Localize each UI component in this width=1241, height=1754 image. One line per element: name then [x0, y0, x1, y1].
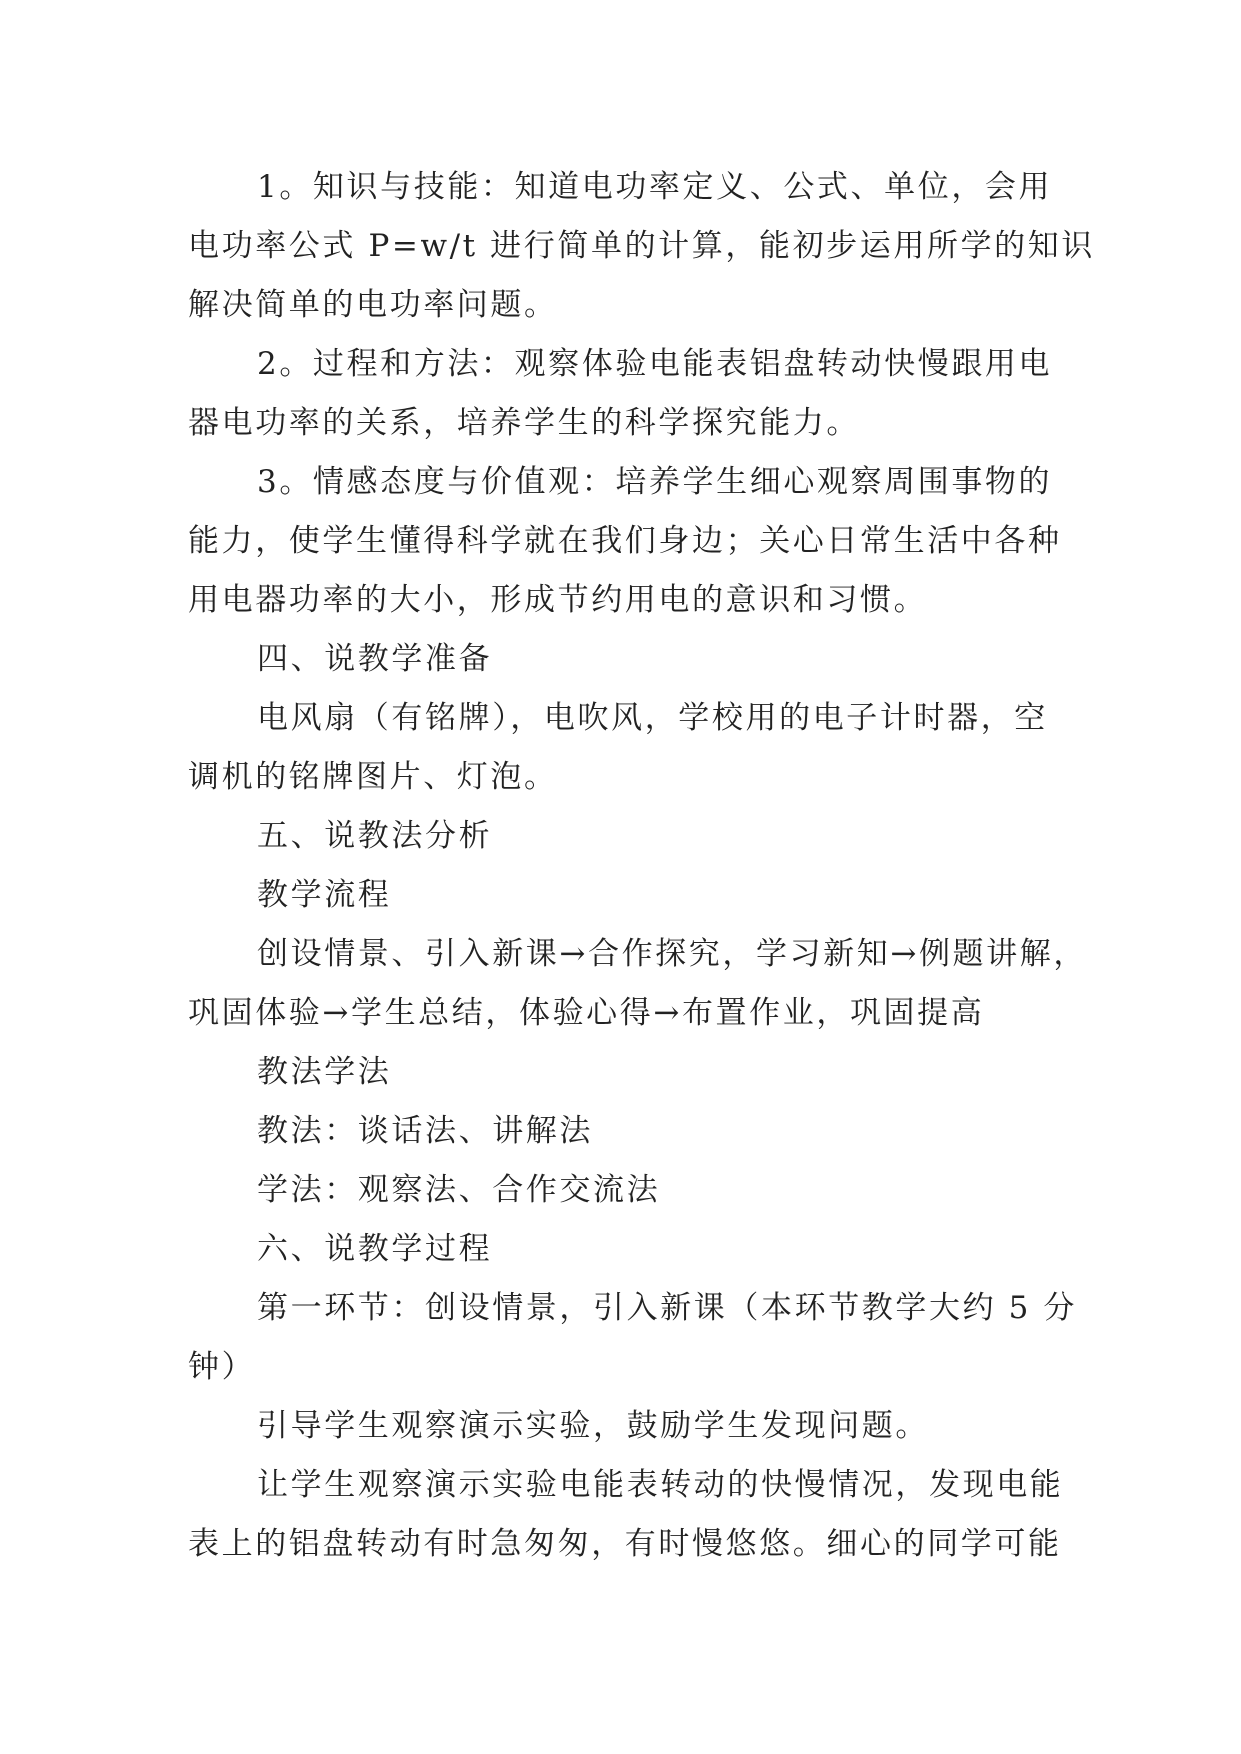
- subheading-teaching-flow: [188, 866, 1058, 925]
- text-line: 教法：谈话法、讲解法: [257, 1113, 593, 1149]
- paragraph-learning-methods: [188, 1161, 1058, 1220]
- paragraph-guide-students: [188, 1397, 1058, 1456]
- paragraph-teaching-flow: [188, 925, 1087, 1043]
- text-line: 巩固体验→学生总结，体验心得→布置作业，巩固提高: [188, 995, 985, 1031]
- paragraph-materials: [188, 689, 1058, 807]
- text-line: 钟）: [188, 1349, 256, 1385]
- text-line: 调机的铭牌图片、灯泡。: [188, 759, 558, 795]
- subheading-teaching-learning-methods: [188, 1043, 1058, 1102]
- paragraph-emotion-values: [188, 453, 1062, 630]
- text-line: 第一环节：创设情景，引入新课（本环节教学大约 5 分: [257, 1290, 1078, 1326]
- text-line: 创设情景、引入新课→合作探究，学习新知→例题讲解，: [257, 936, 1087, 972]
- paragraph-stage-one: [188, 1279, 1078, 1397]
- text-line: 1。知识与技能：知道电功率定义、公式、单位，会用: [257, 169, 1053, 205]
- text-line: 用电器功率的大小，形成节约用电的意识和习惯。: [188, 582, 928, 618]
- text-line: 教法学法: [257, 1054, 392, 1090]
- text-line: 六、说教学过程: [257, 1231, 493, 1267]
- text-line: 电功率公式 P=w/t 进行简单的计算，能初步运用所学的知识: [188, 228, 1095, 264]
- text-line: 引导学生观察演示实验，鼓励学生发现问题。: [257, 1408, 929, 1444]
- text-line: 五、说教法分析: [257, 818, 493, 854]
- text-line: 能力，使学生懂得科学就在我们身边；关心日常生活中各种: [188, 523, 1062, 559]
- text-line: 四、说教学准备: [257, 641, 493, 677]
- text-line: 电风扇（有铭牌），电吹风，学校用的电子计时器，空: [257, 700, 1048, 736]
- text-line: 2。过程和方法：观察体验电能表铝盘转动快慢跟用电: [257, 346, 1053, 382]
- text-line: 学法：观察法、合作交流法: [257, 1172, 661, 1208]
- text-line: 器电功率的关系，培养学生的科学探究能力。: [188, 405, 860, 441]
- text-line: 让学生观察演示实验电能表转动的快慢情况，发现电能: [257, 1467, 1064, 1503]
- section-heading-teaching-process: [188, 1220, 1058, 1279]
- paragraph-process-method: [188, 335, 1058, 453]
- document-body: [188, 158, 1095, 1574]
- paragraph-observe-meter: [188, 1456, 1064, 1574]
- text-line: 表上的铝盘转动有时急匆匆，有时慢悠悠。细心的同学可能: [188, 1526, 1062, 1562]
- text-line: 教学流程: [257, 877, 392, 913]
- section-heading-method-analysis: [188, 807, 1058, 866]
- section-heading-preparation: [188, 630, 1058, 689]
- paragraph-teaching-methods: [188, 1102, 1058, 1161]
- text-line: 解决简单的电功率问题。: [188, 287, 558, 323]
- text-line: 3。情感态度与价值观：培养学生细心观察周围事物的: [257, 464, 1053, 500]
- paragraph-knowledge-skills: [188, 158, 1095, 335]
